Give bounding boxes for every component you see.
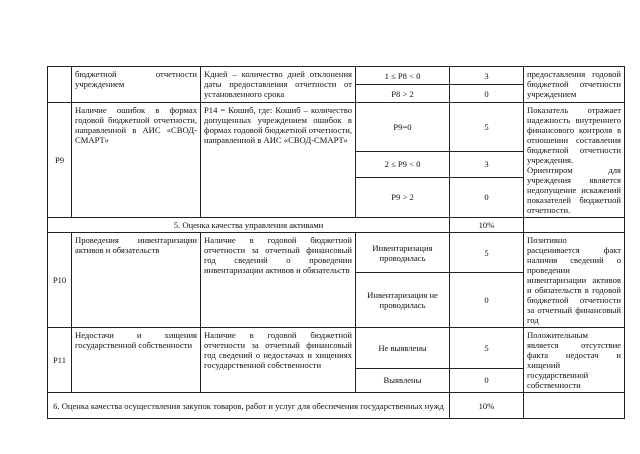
p11-condition-1: Не выявлены xyxy=(356,328,450,369)
p11-score-1: 5 xyxy=(450,328,524,369)
p10-comment: Позитивно расценивается факт наличия сведений о проведении инвентаризации активов и обязательств в годовой бюджетной отчетности за отчетный финансовый год xyxy=(524,233,625,328)
p9-condition-2: 2 ≤ P9 < 0 xyxy=(356,151,450,177)
p9-formula: P14 = Кошиб, где: Кошиб – количество допущенных учреждением ошибок в формах годовой бюджетной отчетности, направленной в АИС «СВОД-СМАРТ» xyxy=(201,103,356,218)
p8-comment: предоставления годовой бюджетной отчетности учреждением xyxy=(524,67,625,103)
p10-score-2: 0 xyxy=(450,273,524,328)
section-6-weight: 10% xyxy=(450,393,524,419)
p8-code-cell xyxy=(48,67,72,103)
p8-formula: Kдней – количество дней отклонения даты предоставления отчетности от установленного срока xyxy=(201,67,356,103)
p8-name: бюджетной отчетности учреждением xyxy=(72,67,201,103)
p9-score-1: 5 xyxy=(450,103,524,152)
p9-comment: Показатель отражает надежность внутреннего финансового контроля в отношении составления бюджетной отчетности учреждения. Ориентиром для учреждения является недопущение искажений показателей бюджетной отчетности. xyxy=(524,103,625,218)
p11-score-2: 0 xyxy=(450,368,524,392)
p9-name: Наличие ошибок в формах годовой бюджетной отчетности, направленной в АИС «СВОД-СМАРТ» xyxy=(72,103,201,218)
section-6-title: 6. Оценка качества осуществления закупок товаров, работ и услуг для обеспечения государственных нужд xyxy=(48,393,450,419)
p9-score-2: 3 xyxy=(450,151,524,177)
p9-code: P9 xyxy=(48,103,72,218)
p10-name: Проведения инвентаризации активов и обязательств xyxy=(72,233,201,328)
p11-comment: Положительным является отсутствие факта недостач и хищений государственной собственности xyxy=(524,328,625,393)
section-5-empty xyxy=(524,218,625,233)
section-5-title: 5. Оценка качества управления активами xyxy=(48,218,450,233)
p10-condition-1: Инвентаризация проводилась xyxy=(356,233,450,273)
section-5-weight: 10% xyxy=(450,218,524,233)
indicators-table xyxy=(47,66,625,419)
p9-score-3: 0 xyxy=(450,177,524,217)
p10-condition-2: Инвентаризация не проводилась xyxy=(356,273,450,328)
p9-condition-1: P9=0 xyxy=(356,103,450,152)
p11-code: P11 xyxy=(48,328,72,393)
p11-formula: Наличие в годовой бюджетной отчетности за отчетный финансовый год сведений о недостачах и хищениях государственной собственности xyxy=(201,328,356,393)
p10-score-1: 5 xyxy=(450,233,524,273)
p11-name: Недостачи и хищения государственной собственности xyxy=(72,328,201,393)
p8-condition-2: P8 > 2 xyxy=(356,85,450,103)
p10-formula: Наличие в годовой бюджетной отчетности за отчетный финансовый год сведений о проведении инвентаризации активов и обязательств xyxy=(201,233,356,328)
p9-condition-3: P9 > 2 xyxy=(356,177,450,217)
p8-score-1: 3 xyxy=(450,67,524,85)
p11-condition-2: Выявлены xyxy=(356,368,450,392)
p10-code: P10 xyxy=(48,233,72,328)
section-6-empty xyxy=(524,393,625,419)
p8-condition-1: 1 ≤ P8 < 0 xyxy=(356,67,450,85)
p8-score-2: 0 xyxy=(450,85,524,103)
